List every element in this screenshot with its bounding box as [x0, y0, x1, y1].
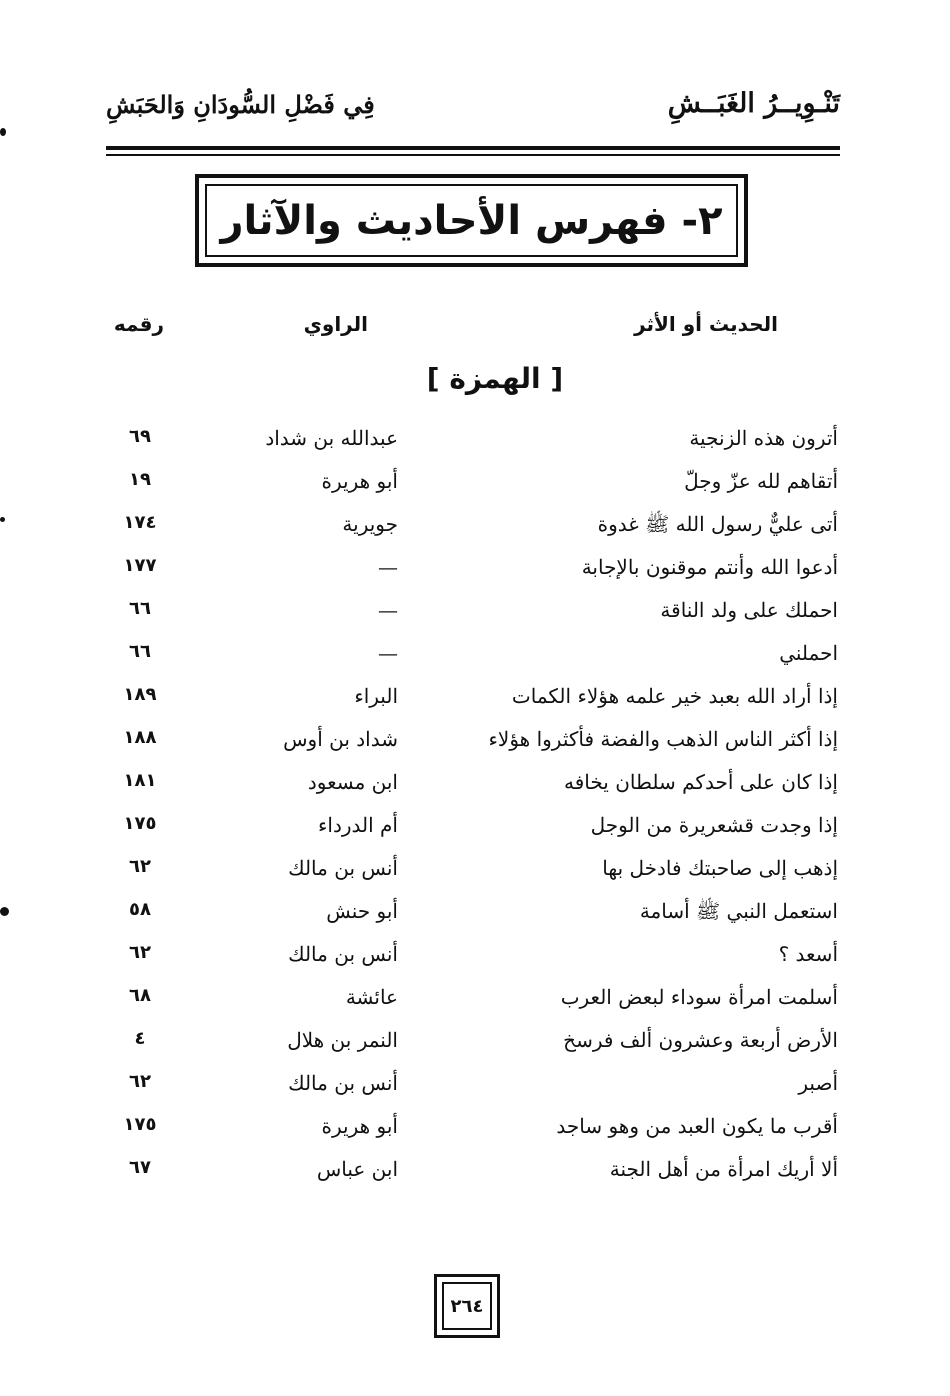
index-entry [0, 1065, 950, 1107]
index-entry [0, 850, 950, 892]
header-rule-thin [106, 154, 840, 156]
entry-narrator: عبدالله بن شداد [265, 426, 398, 450]
entry-hadith: أتقاهم لله عزّ وجلّ [684, 469, 838, 493]
entry-narrator: — [378, 555, 398, 579]
index-entry [0, 1108, 950, 1150]
entry-number: ٦٢ [129, 942, 151, 963]
index-entry [0, 721, 950, 763]
entry-hadith: أتى عليٌّ رسول الله ﷺ غدوة [597, 512, 838, 536]
entry-number: ١٧٤ [123, 512, 157, 533]
page-number-frame [434, 1274, 500, 1338]
entry-narrator: — [378, 598, 398, 622]
scan-speck [0, 517, 5, 522]
index-entry [0, 979, 950, 1021]
entry-hadith: الأرض أربعة وعشرون ألف فرسخ [563, 1028, 838, 1052]
entry-hadith: أقرب ما يكون العبد من وهو ساجد [556, 1114, 838, 1138]
index-entry [0, 764, 950, 806]
running-header [106, 88, 840, 138]
index-entry [0, 1151, 950, 1193]
book-subtitle: فِي فَضْلِ السُّودَانِ وَالحَبَشِ [106, 90, 375, 119]
entry-narrator: شداد بن أوس [283, 727, 398, 751]
entry-narrator: جويرية [342, 512, 398, 536]
entry-narrator: أنس بن مالك [288, 942, 398, 966]
entry-narrator: أبو هريرة [321, 469, 398, 493]
entry-narrator: أنس بن مالك [288, 1071, 398, 1095]
entry-narrator: أم الدرداء [318, 813, 398, 837]
column-header-narrator: الراوي [303, 312, 368, 336]
entry-hadith: إذا وجدت قشعريرة من الوجل [590, 813, 838, 837]
index-entry [0, 635, 950, 677]
index-entry [0, 1022, 950, 1064]
index-entry [0, 893, 950, 935]
scan-speck [0, 907, 9, 916]
column-header-number: رقمه [113, 312, 164, 336]
entry-narrator: البراء [354, 684, 398, 708]
entry-narrator: — [378, 641, 398, 665]
entry-narrator: أبو حنش [326, 899, 398, 923]
index-entry [0, 678, 950, 720]
entry-number: ٦٢ [129, 856, 151, 877]
entry-narrator: عائشة [345, 985, 398, 1009]
entry-hadith: أترون هذه الزنجية [689, 426, 838, 450]
section-title-frame [195, 174, 748, 267]
index-entry [0, 936, 950, 978]
entry-hadith: إذهب إلى صاحبتك فادخل بها [602, 856, 838, 880]
scan-speck [0, 128, 6, 136]
book-title: تَنْـوِيــرُ الغَبَــشِ [667, 88, 840, 119]
entry-hadith: أدعوا الله وأنتم موقنون بالإجابة [581, 555, 838, 579]
entry-hadith: إذا أكثر الناس الذهب والفضة فأكثروا هؤلاء [488, 727, 838, 751]
entry-hadith: أسلمت امرأة سوداء لبعض العرب [560, 985, 838, 1009]
column-headers [0, 312, 950, 346]
entry-number: ٤ [134, 1028, 146, 1049]
entry-hadith: أصبر [798, 1071, 838, 1095]
index-entry [0, 592, 950, 634]
entry-number: ٦٧ [129, 1157, 151, 1178]
entry-hadith: احملك على ولد الناقة [660, 598, 838, 622]
entry-number: ١٨١ [123, 770, 157, 791]
index-entry [0, 807, 950, 849]
entry-hadith: استعمل النبي ﷺ أسامة [639, 899, 838, 923]
entry-number: ٦٦ [129, 598, 151, 619]
entry-number: ١٨٩ [123, 684, 157, 705]
entry-hadith: إذا كان على أحدكم سلطان يخافه [563, 770, 838, 794]
entry-number: ١٧٥ [123, 1114, 157, 1135]
entry-hadith: أسعد ؟ [778, 942, 838, 966]
entry-number: ٥٨ [129, 899, 151, 920]
entry-number: ٦٨ [129, 985, 151, 1006]
entry-narrator: أبو هريرة [321, 1114, 398, 1138]
entry-number: ٦٢ [129, 1071, 151, 1092]
entry-number: ٦٦ [129, 641, 151, 662]
index-entry [0, 549, 950, 591]
letter-heading [0, 362, 950, 395]
page-number: ٢٦٤ [442, 1282, 492, 1330]
column-header-hadith: الحديث أو الأثر [634, 312, 778, 336]
entry-hadith: احملني [779, 641, 838, 665]
entry-narrator: النمر بن هلال [287, 1028, 398, 1052]
entry-number: ١٨٨ [123, 727, 157, 748]
header-rule-thick [106, 146, 840, 150]
entry-number: ٦٩ [129, 426, 151, 447]
entry-number: ١٧٧ [123, 555, 157, 576]
entry-number: ١٧٥ [123, 813, 157, 834]
entry-narrator: أنس بن مالك [288, 856, 398, 880]
entry-narrator: ابن عباس [316, 1157, 398, 1181]
entry-hadith: إذا أراد الله بعبد خير علمه هؤلاء الكمات [511, 684, 838, 708]
index-entry [0, 463, 950, 505]
entry-number: ١٩ [129, 469, 151, 490]
index-entry [0, 420, 950, 462]
entry-hadith: ألا أريك امرأة من أهل الجنة [609, 1157, 838, 1181]
section-title: ٢- فهرس الأحاديث والآثار [220, 197, 723, 244]
entry-narrator: ابن مسعود [307, 770, 398, 794]
letter-heading-text: [ الهمزة ] [426, 362, 564, 395]
section-title-inner-frame [205, 184, 738, 257]
index-entry [0, 506, 950, 548]
